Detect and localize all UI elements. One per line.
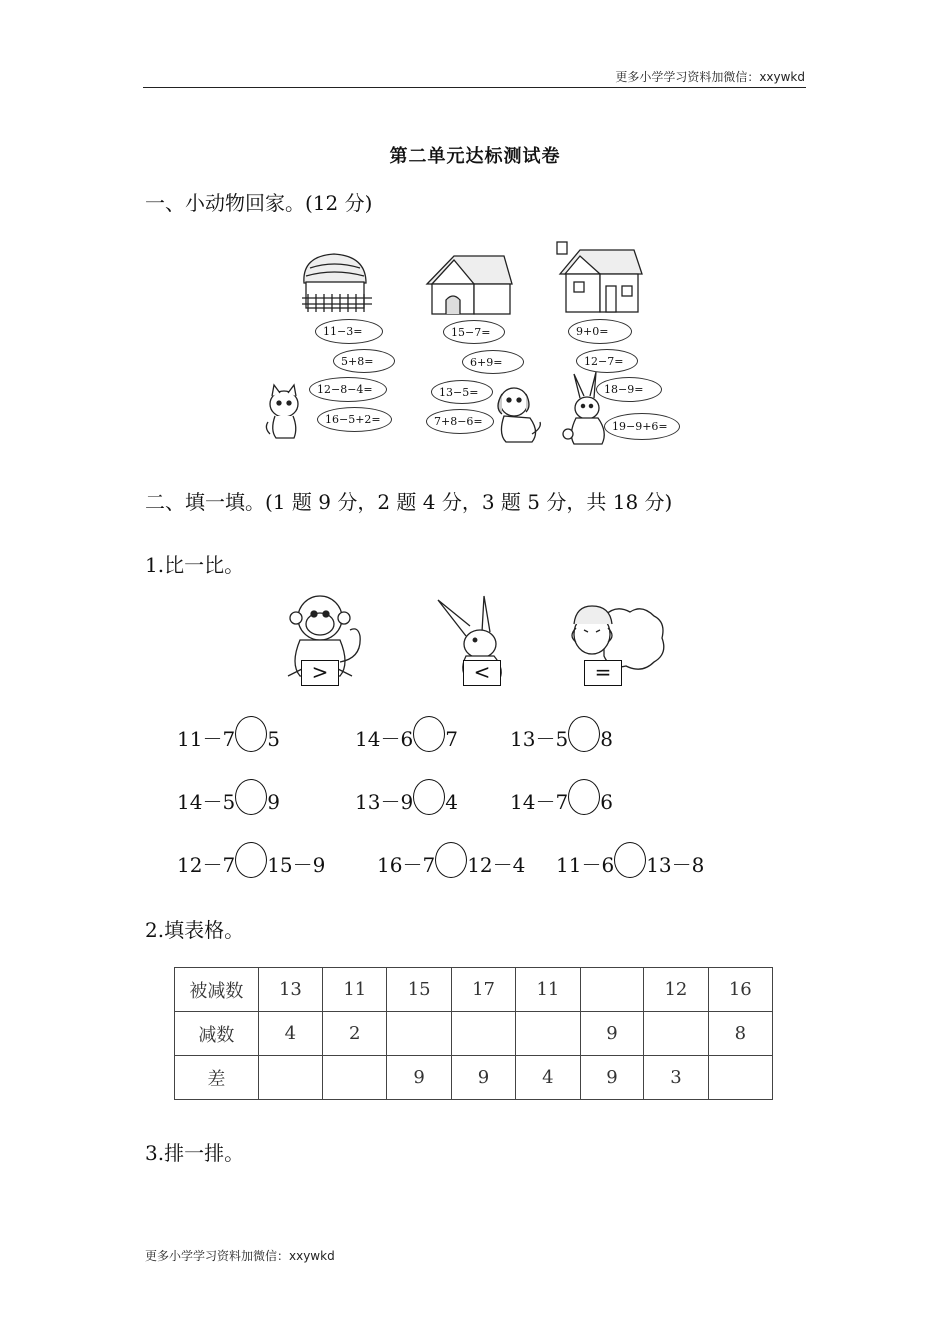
compare-left: 14－5 [177, 790, 236, 814]
table-cell[interactable] [387, 1012, 451, 1056]
compare-item [355, 723, 458, 755]
table-cell[interactable] [580, 968, 644, 1012]
expression-oval: 9+0= [568, 319, 632, 344]
expression-oval: 13−5= [431, 380, 493, 404]
answer-circle[interactable] [413, 779, 445, 815]
answer-circle[interactable] [235, 779, 267, 815]
table-cell[interactable] [323, 1056, 387, 1100]
sign-less: < [463, 660, 501, 686]
compare-left: 12－7 [177, 853, 236, 877]
compare-right: 8 [600, 727, 613, 751]
compare-item [355, 786, 458, 818]
compare-item [177, 786, 280, 818]
expression-oval: 19−9+6= [604, 413, 680, 440]
table-cell[interactable]: 17 [451, 968, 515, 1012]
compare-item [556, 849, 704, 881]
row-header: 减数 [175, 1012, 259, 1056]
table-cell[interactable]: 11 [323, 968, 387, 1012]
table-cell[interactable] [516, 1012, 580, 1056]
compare-item [377, 849, 525, 881]
compare-left: 14－7 [510, 790, 569, 814]
table-cell[interactable] [644, 1012, 708, 1056]
table-cell[interactable]: 16 [708, 968, 772, 1012]
table-cell[interactable]: 13 [258, 968, 322, 1012]
compare-right: 5 [267, 727, 280, 751]
section2-heading: 二、填一填。(1 题 9 分，2 题 4 分，3 题 5 分，共 18 分) [145, 490, 673, 514]
compare-right: 4 [445, 790, 458, 814]
answer-circle[interactable] [235, 716, 267, 752]
doghouse-icon [427, 256, 512, 314]
expression-oval: 11−3= [315, 319, 383, 344]
table-cell[interactable]: 4 [258, 1012, 322, 1056]
expression-oval: 16−5+2= [317, 407, 392, 432]
table-cell[interactable]: 8 [708, 1012, 772, 1056]
table-cell[interactable] [451, 1012, 515, 1056]
table-cell[interactable] [708, 1056, 772, 1100]
answer-circle[interactable] [614, 842, 646, 878]
cottage-icon [557, 242, 642, 312]
table-cell[interactable]: 9 [580, 1012, 644, 1056]
sign-greater: > [301, 660, 339, 686]
table-cell[interactable]: 3 [644, 1056, 708, 1100]
table-cell[interactable]: 9 [580, 1056, 644, 1100]
q3-label: 3.排一排。 [145, 1141, 245, 1165]
table-cell[interactable] [258, 1056, 322, 1100]
answer-circle[interactable] [435, 842, 467, 878]
answer-circle[interactable] [413, 716, 445, 752]
table-cell[interactable]: 4 [516, 1056, 580, 1100]
expression-oval: 12−8−4= [309, 377, 387, 402]
table-cell[interactable]: 9 [451, 1056, 515, 1100]
q2-label: 2.填表格。 [145, 918, 245, 942]
footer-note: 更多小学学习资料加微信：xxywkd [145, 1249, 335, 1263]
compare-right: 15－9 [267, 853, 326, 877]
compare-left: 11－6 [556, 853, 615, 877]
compare-left: 13－9 [355, 790, 414, 814]
cat-icon [266, 385, 298, 438]
header-rule [143, 87, 806, 88]
compare-left: 14－6 [355, 727, 414, 751]
expression-oval: 6+9= [462, 350, 524, 374]
compare-right: 6 [600, 790, 613, 814]
q1-label: 1.比一比。 [145, 553, 245, 577]
answer-circle[interactable] [568, 779, 600, 815]
answer-circle[interactable] [235, 842, 267, 878]
expression-oval: 5+8= [333, 349, 395, 373]
compare-right: 13－8 [646, 853, 705, 877]
compare-left: 13－5 [510, 727, 569, 751]
compare-item [177, 723, 280, 755]
table-cell[interactable]: 12 [644, 968, 708, 1012]
row-header: 被减数 [175, 968, 259, 1012]
table-row [175, 968, 773, 1012]
sign-equal: = [584, 660, 622, 686]
row-header: 差 [175, 1056, 259, 1100]
subtraction-table [174, 967, 773, 1100]
answer-circle[interactable] [568, 716, 600, 752]
expression-oval: 18−9= [596, 377, 662, 402]
compare-right: 9 [267, 790, 280, 814]
thatched-house-icon [302, 254, 372, 312]
dog-icon [498, 388, 540, 442]
expression-oval: 12−7= [576, 349, 638, 373]
compare-left: 16－7 [377, 853, 436, 877]
table-row [175, 1012, 773, 1056]
rabbit-icon [563, 372, 604, 444]
header-note: 更多小学学习资料加微信：xxywkd [615, 70, 805, 84]
compare-left: 11－7 [177, 727, 236, 751]
compare-right: 12－4 [467, 853, 526, 877]
table-cell[interactable]: 9 [387, 1056, 451, 1100]
expression-oval: 7+8−6= [426, 409, 494, 434]
compare-item [510, 723, 613, 755]
table-cell[interactable]: 2 [323, 1012, 387, 1056]
section1-heading: 一、小动物回家。(12 分) [145, 191, 373, 215]
table-cell[interactable]: 15 [387, 968, 451, 1012]
page-title: 第二单元达标测试卷 [389, 146, 561, 167]
compare-item [510, 786, 613, 818]
compare-item [177, 849, 325, 881]
expression-oval: 15−7= [443, 320, 505, 344]
table-row [175, 1056, 773, 1100]
compare-right: 7 [445, 727, 458, 751]
table-cell[interactable]: 11 [516, 968, 580, 1012]
